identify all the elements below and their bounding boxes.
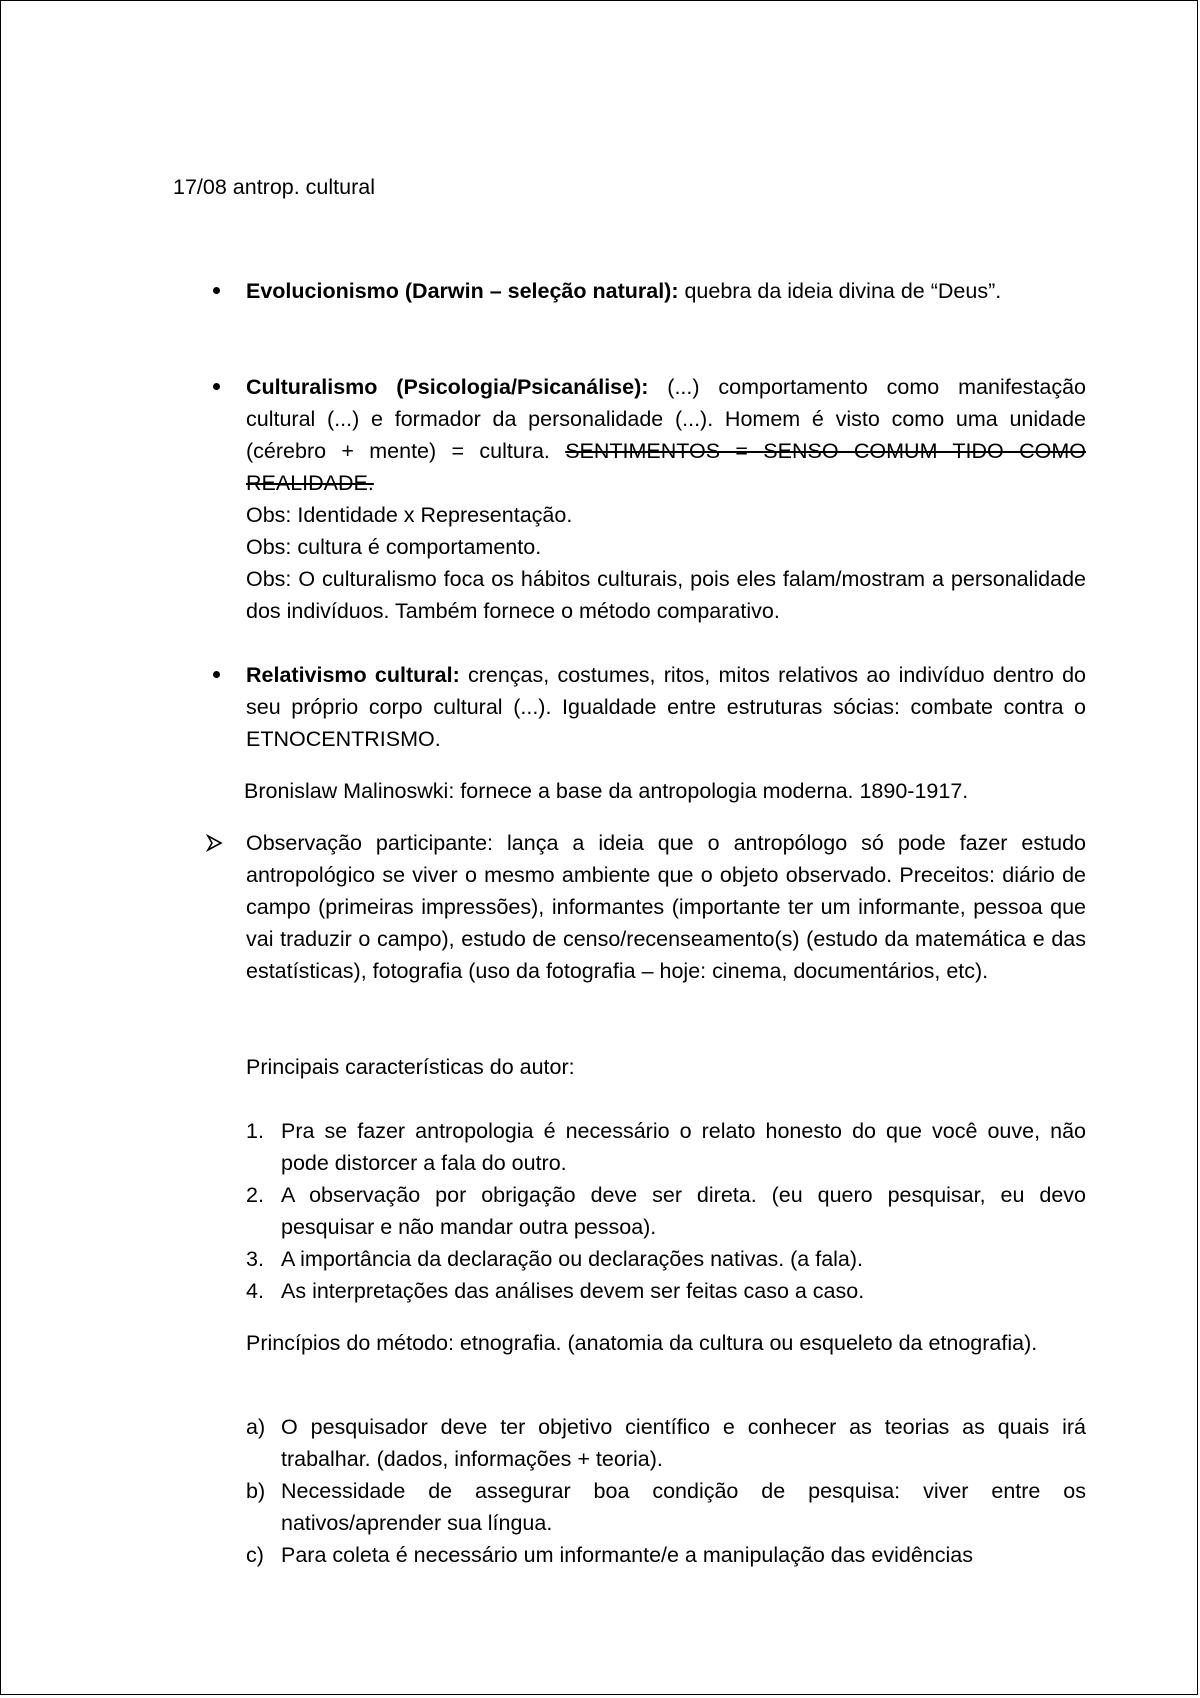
list-item <box>246 1539 1086 1571</box>
arrow-bullet-icon <box>206 829 224 857</box>
struck-text: SENTIMENTOS = SENSO COMUM TIDO COMO REALIDADE. <box>246 439 1086 495</box>
list-number: 2. <box>246 1183 264 1207</box>
bullet-text: quebra da ideia divina de “Deus”. <box>678 279 1002 303</box>
bullet-evolucionismo <box>246 275 1086 307</box>
list-item <box>246 1275 1086 1307</box>
list-text: O pesquisador deve ter objetivo científico e conhecer as teorias as quais irá trabalhar. (dados, informações + teoria). <box>281 1415 1086 1471</box>
arrow-bullet-observacao <box>246 827 1086 987</box>
arrow-bullet-text: Observação participante: lança a ideia que o antropólogo só pode fazer estudo antropológico se viver o mesmo ambiente que o objeto observado. Preceitos: diário de campo (primeiras impressões), informantes (importante ter um informante, pessoa que vai traduzir o campo), estudo de censo/recenseamento(s) (estudo da matemática e das estatísticas), fotografia (uso da fotografia – hoje: cinema, documentários, etc). <box>246 831 1086 983</box>
list-item <box>246 1411 1086 1475</box>
bullet-relativismo <box>246 659 1086 755</box>
list-letter: a) <box>246 1415 266 1439</box>
note: Obs: cultura é comportamento. <box>246 535 542 559</box>
bullet-dot-icon <box>208 371 224 403</box>
bullet-title: Culturalismo (Psicologia/Psicanálise): <box>246 375 649 399</box>
bullet-dot-icon <box>208 275 224 307</box>
list-text: Necessidade de assegurar boa condição de pesquisa: viver entre os nativos/aprender sua língua. <box>281 1479 1086 1535</box>
list-number: 4. <box>246 1279 264 1303</box>
list-text: Pra se fazer antropologia é necessário o relato honesto do que você ouve, não pode distorcer a fala do outro. <box>281 1119 1086 1175</box>
numbered-list <box>246 1115 1086 1307</box>
bullet-title: Relativismo cultural: <box>246 663 460 687</box>
bullet-culturalismo <box>246 371 1086 627</box>
list-text: As interpretações das análises devem ser feitas caso a caso. <box>281 1279 865 1303</box>
list-item <box>246 1179 1086 1243</box>
paragraph-caracteristicas: Principais características do autor: <box>246 1055 575 1079</box>
list-letter: c) <box>246 1543 264 1567</box>
list-text: A importância da declaração ou declarações nativas. (a fala). <box>281 1247 864 1271</box>
list-item <box>246 1115 1086 1179</box>
note: Obs: Identidade x Representação. <box>246 503 573 527</box>
bullet-text: crenças, costumes, ritos, mitos relativos ao indivíduo dentro do seu próprio corpo cultural (...). Igualdade entre estruturas sócias: combate contra o ETNOCENTRISMO. <box>246 663 1086 751</box>
list-number: 1. <box>246 1119 264 1143</box>
list-letter: b) <box>246 1479 266 1503</box>
bullet-title: Evolucionismo (Darwin – seleção natural): <box>246 279 679 303</box>
bullet-text: (...) comportamento como manifestação cultural (...) e formador da personalidade (...). Homem é visto como uma unidade (cérebro + mente) = cultura. <box>246 375 1086 463</box>
paragraph-malinowski: Bronislaw Malinoswki: fornece a base da antropologia moderna. 1890-1917. <box>244 779 969 803</box>
list-item <box>246 1243 1086 1275</box>
lettered-list <box>246 1411 1086 1571</box>
list-text: A observação por obrigação deve ser direta. (eu quero pesquisar, eu devo pesquisar e não mandar outra pessoa). <box>281 1183 1086 1239</box>
list-number: 3. <box>246 1247 264 1271</box>
paragraph-principios: Princípios do método: etnografia. (anatomia da cultura ou esqueleto da etnografia). <box>246 1331 1038 1355</box>
note: Obs: O culturalismo foca os hábitos culturais, pois eles falam/mostram a personalidade dos indivíduos. Também fornece o método comparativo. <box>246 567 1086 623</box>
list-item <box>246 1475 1086 1539</box>
list-text: Para coleta é necessário um informante/e a manipulação das evidências <box>281 1543 973 1567</box>
bullet-dot-icon <box>208 659 224 691</box>
document-header: 17/08 antrop. cultural <box>173 175 375 199</box>
